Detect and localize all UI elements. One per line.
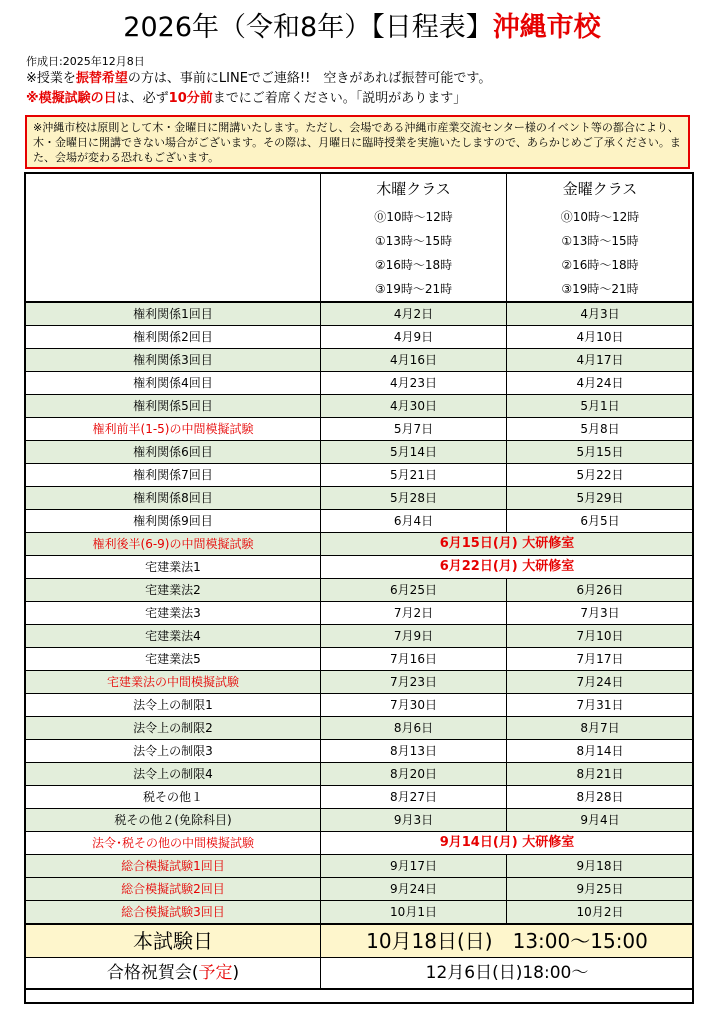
note-mock-exam-highlight: 模擬試験の日 (38, 91, 117, 106)
thursday-date: 8月27日 (321, 786, 507, 809)
thursday-date: 5月28日 (321, 487, 507, 510)
celebration-row (26, 958, 694, 990)
friday-date: 8月28日 (507, 786, 694, 809)
thursday-date: 5月14日 (321, 441, 507, 464)
thursday-date: 9月3日 (321, 809, 507, 832)
friday-date: 5月22日 (507, 464, 694, 487)
thursday-date: 10月1日 (321, 901, 507, 925)
thursday-date: 6月4日 (321, 510, 507, 533)
thursday-class-header (321, 174, 507, 303)
row-label: 法令上の制限1 (26, 694, 321, 717)
table-row (26, 694, 694, 717)
row-label: 権利関係5回目 (26, 395, 321, 418)
friday-date: 4月10日 (507, 326, 694, 349)
notice-box: ※沖縄市校は原則として木・金曜日に開講いたします。ただし、会場である沖縄市産業交流センター様のイベント等の都合により、木・金曜日に開講できない場合がございます。その際は、月曜日に臨時授業を実施いたしますので、あらかじめご了承ください。また、会場が変わる恐れもございます。 (25, 115, 690, 169)
table-row (26, 648, 694, 671)
row-label: 宅建業法3 (26, 602, 321, 625)
table-row (26, 418, 694, 441)
celebration-value: 12月6日(日)18:00～ (321, 958, 694, 990)
thursday-date: 7月2日 (321, 602, 507, 625)
table-row (26, 441, 694, 464)
schedule-table (25, 173, 694, 990)
header-blank-cell (26, 174, 321, 303)
row-label: 権利関係8回目 (26, 487, 321, 510)
table-row (26, 740, 694, 763)
thursday-slot: ②16時～18時 (374, 258, 453, 272)
thursday-slot: ⓪10時～12時 (374, 210, 453, 224)
row-label: 税その他１ (26, 786, 321, 809)
table-row (26, 464, 694, 487)
title-main: 2026年（令和8年）【日程表】 (123, 12, 493, 43)
friday-date: 5月15日 (507, 441, 694, 464)
row-label: 権利関係2回目 (26, 326, 321, 349)
friday-date: 8月14日 (507, 740, 694, 763)
row-label-exam: 権利前半(1-5)の中間模擬試験 (26, 418, 321, 441)
row-label-exam: 総合模擬試験2回目 (26, 878, 321, 901)
thursday-date: 8月13日 (321, 740, 507, 763)
row-label-exam: 総合模擬試験1回目 (26, 855, 321, 878)
row-label: 権利関係4回目 (26, 372, 321, 395)
friday-slot: ⓪10時～12時 (560, 210, 640, 224)
friday-date: 7月17日 (507, 648, 694, 671)
friday-date: 5月1日 (507, 395, 694, 418)
thursday-date: 4月16日 (321, 349, 507, 372)
friday-date: 4月17日 (507, 349, 694, 372)
table-row (26, 786, 694, 809)
note-mock-exam: ※模擬試験の日は、必ず10分前までにご着席ください。「説明があります」 (26, 91, 467, 106)
friday-class-name: 金曜クラス (562, 180, 638, 198)
table-row (26, 533, 694, 556)
friday-date: 10月2日 (507, 901, 694, 925)
friday-class-header (507, 174, 694, 303)
friday-date: 4月3日 (507, 302, 694, 326)
friday-date: 7月31日 (507, 694, 694, 717)
friday-date: 6月5日 (507, 510, 694, 533)
thursday-date: 4月30日 (321, 395, 507, 418)
table-row (26, 717, 694, 740)
thursday-date: 4月9日 (321, 326, 507, 349)
row-label: 法令上の制限2 (26, 717, 321, 740)
thursday-slot: ①13時～15時 (374, 234, 453, 248)
table-row (26, 510, 694, 533)
row-label: 宅建業法4 (26, 625, 321, 648)
friday-date: 4月24日 (507, 372, 694, 395)
special-session-date: 9月14日(月) 大研修室 (321, 832, 694, 855)
celebration-label: 合格祝賀会(予定) (26, 958, 321, 990)
table-row (26, 901, 694, 925)
friday-date: 7月3日 (507, 602, 694, 625)
friday-date: 7月24日 (507, 671, 694, 694)
row-label: 権利関係6回目 (26, 441, 321, 464)
table-row (26, 878, 694, 901)
friday-date: 9月4日 (507, 809, 694, 832)
thursday-date: 8月6日 (321, 717, 507, 740)
table-row (26, 372, 694, 395)
thursday-date: 7月23日 (321, 671, 507, 694)
note-transfer-highlight: 振替希望 (75, 71, 128, 86)
row-label: 宅建業法2 (26, 579, 321, 602)
table-row (26, 832, 694, 855)
created-date: 作成日:2025年12月8日 (26, 55, 145, 68)
friday-slot: ①13時～15時 (561, 234, 639, 248)
exam-day-value: 10月18日(日) 13:00～15:00 (321, 924, 694, 958)
note-transfer: ※授業を振替希望の方は、事前にLINEでご連絡!! 空きがあれば振替可能です。 (26, 71, 492, 86)
row-label: 権利関係3回目 (26, 349, 321, 372)
thursday-date: 9月17日 (321, 855, 507, 878)
thursday-date: 7月30日 (321, 694, 507, 717)
thursday-date: 4月23日 (321, 372, 507, 395)
table-row (26, 326, 694, 349)
thursday-slot: ③19時～21時 (374, 282, 453, 296)
friday-date: 9月25日 (507, 878, 694, 901)
table-row (26, 671, 694, 694)
friday-date: 5月29日 (507, 487, 694, 510)
thursday-date: 5月21日 (321, 464, 507, 487)
thursday-date: 8月20日 (321, 763, 507, 786)
table-row (26, 763, 694, 786)
thursday-date: 9月24日 (321, 878, 507, 901)
friday-date: 6月26日 (507, 579, 694, 602)
row-label: 宅建業法1 (26, 556, 321, 579)
row-label: 法令上の制限3 (26, 740, 321, 763)
table-row (26, 809, 694, 832)
friday-slot: ②16時～18時 (561, 258, 639, 272)
table-row (26, 556, 694, 579)
row-label-exam: 権利後半(6-9)の中間模擬試験 (26, 533, 321, 556)
exam-day-label: 本試験日 (26, 924, 321, 958)
title-campus: 沖縄市校 (492, 12, 601, 43)
table-row (26, 602, 694, 625)
table-row (26, 625, 694, 648)
friday-date: 8月7日 (507, 717, 694, 740)
row-label-exam: 法令･税その他の中間模擬試験 (26, 832, 321, 855)
tentative-mark: 予定 (198, 963, 233, 983)
friday-date: 5月8日 (507, 418, 694, 441)
friday-date: 8月21日 (507, 763, 694, 786)
special-session-date: 6月22日(月) 大研修室 (321, 556, 694, 579)
row-label: 権利関係1回目 (26, 302, 321, 326)
thursday-class-name: 木曜クラス (376, 180, 451, 198)
friday-slot: ③19時～21時 (561, 282, 639, 296)
page-title (0, 10, 724, 46)
table-row (26, 855, 694, 878)
table-header-row (26, 174, 694, 303)
table-row (26, 487, 694, 510)
row-label-exam: 総合模擬試験3回目 (26, 901, 321, 925)
table-row (26, 349, 694, 372)
thursday-date: 4月2日 (321, 302, 507, 326)
friday-date: 7月10日 (507, 625, 694, 648)
row-label: 権利関係7回目 (26, 464, 321, 487)
row-label: 法令上の制限4 (26, 763, 321, 786)
thursday-date: 7月9日 (321, 625, 507, 648)
friday-date: 9月18日 (507, 855, 694, 878)
row-label: 税その他２(免除科目) (26, 809, 321, 832)
row-label: 宅建業法5 (26, 648, 321, 671)
row-label-exam: 宅建業法の中間模擬試験 (26, 671, 321, 694)
exam-day-row (26, 924, 694, 958)
note-ten-minutes: 10分前 (168, 91, 213, 106)
thursday-date: 5月7日 (321, 418, 507, 441)
table-row (26, 302, 694, 326)
thursday-date: 6月25日 (321, 579, 507, 602)
special-session-date: 6月15日(月) 大研修室 (321, 533, 694, 556)
table-row (26, 579, 694, 602)
table-row (26, 395, 694, 418)
thursday-date: 7月16日 (321, 648, 507, 671)
row-label: 権利関係9回目 (26, 510, 321, 533)
